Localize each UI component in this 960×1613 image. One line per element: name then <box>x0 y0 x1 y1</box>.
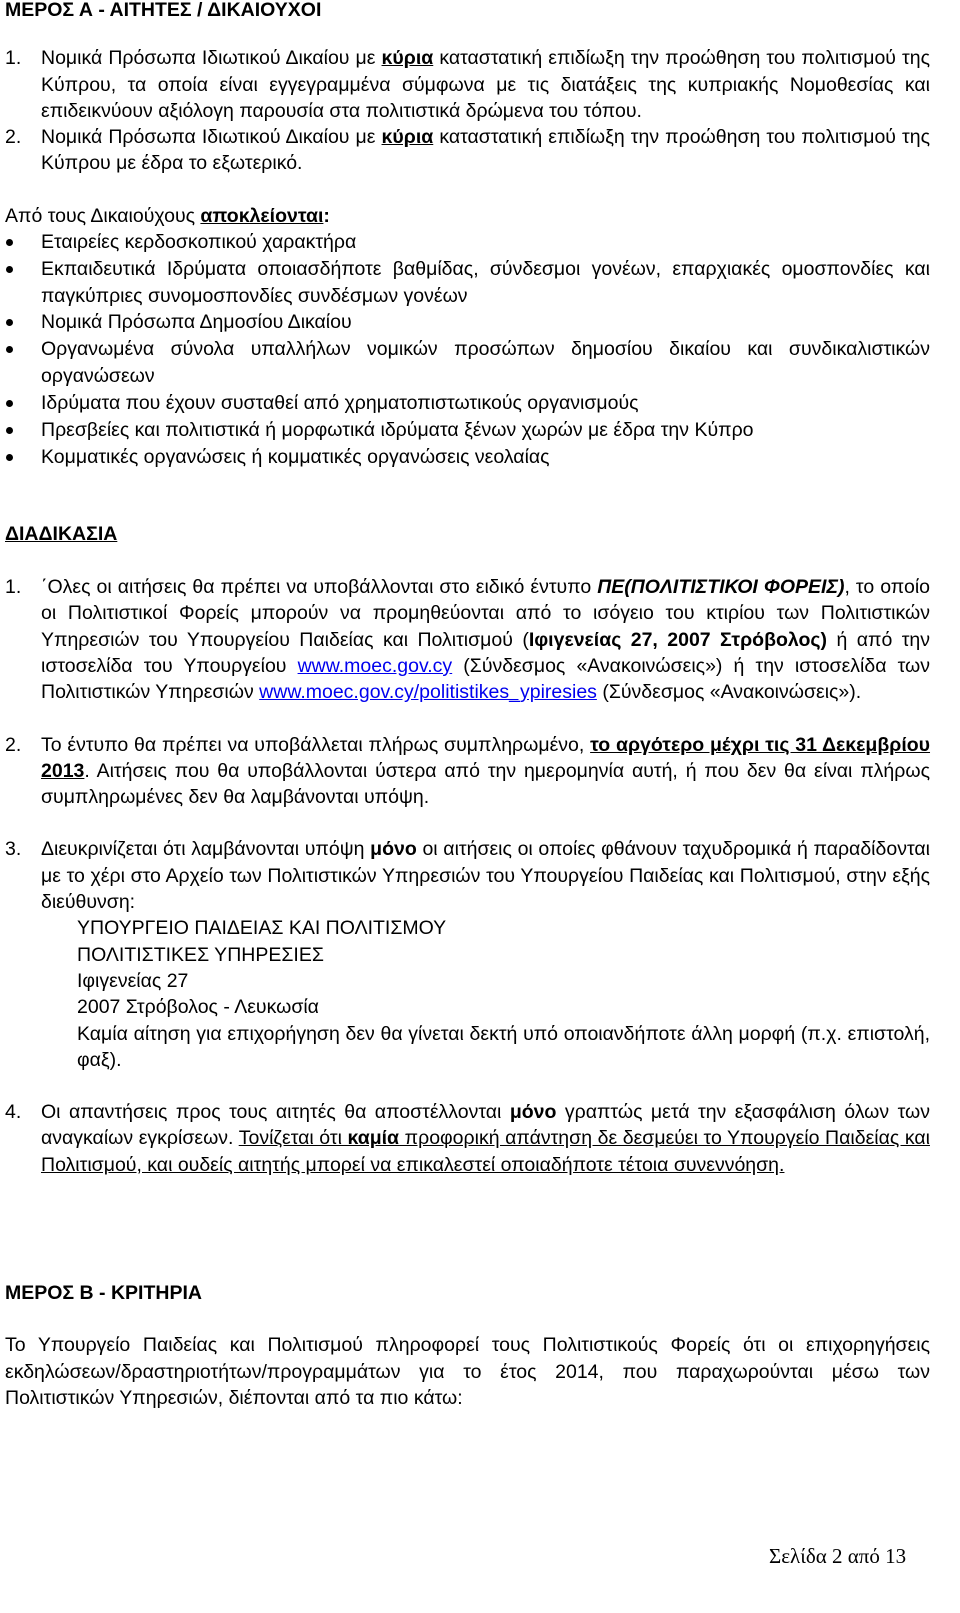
page-number: Σελίδα 2 από 13 <box>769 1544 907 1568</box>
excluded-list <box>5 229 930 471</box>
list-item: Πρεσβείες και πολιτιστικά ή μορφωτικά ιδρύματα ξένων χωρών με έδρα την Κύπρο <box>5 417 930 443</box>
bullet-icon <box>6 239 13 246</box>
document-page <box>5 0 930 1411</box>
bullet-icon <box>6 427 13 434</box>
list-item: Εταιρείες κερδοσκοπικού χαρακτήρα <box>5 229 930 255</box>
bullet-icon <box>6 266 13 273</box>
procedure-title: ΔΙΑΔΙΚΑΣΙΑ <box>5 522 118 545</box>
part-b-title: ΜΕΡΟΣ Β - ΚΡΙΤΗΡΙΑ <box>5 1281 202 1304</box>
mailing-address: ΥΠΟΥΡΓΕΙΟ ΠΑΙΔΕΙΑΣ ΚΑΙ ΠΟΛΙΤΙΣΜΟΥ ΠΟΛΙΤΙΣΤΙΚΕΣ ΥΠΗΡΕΣΙΕΣ Ιφιγενείας 27 2007 Στρόβολος - Λευκωσία Καμία αίτηση για επιχορήγηση δεν θα γίνεται δεκτή υπό οποιανδήποτε άλλη μορφή (π.χ. επιστολή, φαξ). <box>77 917 930 1071</box>
procedure-item-4: 4. Οι απαντήσεις προς τους αιτητές θα αποστέλλονται μόνο γραπτώς μετά την εξασφάλιση όλων των αναγκαίων εγκρίσεων. Τονίζεται ότι καμία προφορική απάντηση δε δεσμεύει το Υπουργείο Παιδείας και Πολιτισμού, και ουδείς αιτητής μπορεί να επικαλεστεί οποιαδήποτε τέτοια συνεννόηση. <box>5 1101 930 1176</box>
bullet-icon <box>6 319 13 326</box>
list-item: Νομικά Πρόσωπα Δημοσίου Δικαίου <box>5 309 930 335</box>
procedure-item-2: 2. Το έντυπο θα πρέπει να υποβάλλεται πλήρως συμπληρωμένο, το αργότερο μέχρι τις 31 Δεκεμβρίου 2013. Αιτήσεις που θα υποβάλλονται ύστερα από την ημερομηνία αυτή, ή που δεν θα είναι πλήρως συμπληρωμένες δεν θα λαμβάνονται υπόψη. <box>5 733 931 809</box>
bullet-icon <box>6 454 13 461</box>
list-item: 2. Νομικά Πρόσωπα Ιδιωτικού Δικαίου με κύρια καταστατική επιδίωξη την προώθηση του πολιτισμού της Κύπρου με έδρα το εξωτερικό. <box>5 126 930 175</box>
list-item: 1. Νομικά Πρόσωπα Ιδιωτικού Δικαίου με κύρια καταστατική επιδίωξη την προώθηση του πολιτισμού της Κύπρου, τα οποία είναι εγγεγραμμένα σύμφωνα με τις διατάξεις της κυπριακής Νομοθεσίας και επιδεικνύουν αξιόλογη παρουσία στα πολιτιστικά δρώμενα του τόπου. <box>5 47 930 122</box>
part-a-title: ΜΕΡΟΣ Α - ΑΙΤΗΤΕΣ / ΔΙΚΑΙΟΥΧΟΙ <box>5 0 322 21</box>
part-b-text: Το Υπουργείο Παιδείας και Πολιτισμού πληροφορεί τους Πολιτιστικούς Φορείς ότι οι επιχορηγήσεις εκδηλώσεων/δραστηριοτήτων/προγραμμάτων για το έτος 2014, που παραχωρούνται μέσω των Πολιτιστικών Υπηρεσιών, διέπονται από τα πιο κάτω: <box>5 1334 930 1409</box>
bullet-icon <box>6 346 13 353</box>
procedure-item-3: 3. Διευκρινίζεται ότι λαμβάνονται υπόψη μόνο οι αιτήσεις οι οποίες φθάνουν ταχυδρομικά ή παραδίδονται με το χέρι στο Αρχείο των Πολιτιστικών Υπηρεσιών του Υπουργείου Παιδείας και Πολιτισμού, στην εξής διεύθυνση: ΥΠΟΥΡΓΕΙΟ ΠΑΙΔΕΙΑΣ ΚΑΙ ΠΟΛΙΤΙΣΜΟΥ ΠΟΛΙΤΙΣΤΙΚΕΣ ΥΠΗΡΕΣΙΕΣ Ιφιγενείας 27 2007 Στρόβολος - Λευκωσία Καμία αίτηση για επιχορήγηση δεν θα γίνεται δεκτή υπό οποιανδήποτε άλλη μορφή (π.χ. επιστολή, φαξ). <box>5 836 930 1073</box>
excluded-intro: Από τους Δικαιούχους αποκλείονται: <box>5 204 330 227</box>
list-item: Ιδρύματα που έχουν συσταθεί από χρηματοπιστωτικούς οργανισμούς <box>5 390 930 416</box>
procedure-item-1: 1. ΄Ολες οι αιτήσεις θα πρέπει να υποβάλλονται στο ειδικό έντυπο ΠΕ(ΠΟΛΙΤΙΣΤΙΚΟΙ ΦΟΡΕΙΣ), το οποίο οι Πολιτιστικοί Φορείς μπορούν να προμηθεύονται από το ισόγειο του κτιρίου των Πολιτιστικών Υπηρεσιών του Υπουργείου Παιδείας και Πολιτισμού (Ιφιγενείας 27, 2007 Στρόβολος) ή από την ιστοσελίδα του Υπουργείου www.moec.gov.cy (Σύνδεσμος «Ανακοινώσεις») ή την ιστοσελίδα των Πολιτιστικών Υπηρεσιών www.moec.gov.cy/politistikes_ypiresies (Σύνδεσμος «Ανακοινώσεις»). <box>5 576 931 704</box>
list-item: Εκπαιδευτικά Ιδρύματα οποιασδήποτε βαθμίδας, σύνδεσμοι γονέων, επαρχιακές ομοσπονδίες και παγκύπριες συνομοσπονδίες συνδέσμων γονέων <box>5 256 930 309</box>
list-item: Οργανωμένα σύνολα υπαλλήλων νομικών προσώπων δημοσίου δικαίου και συνδικαλιστικών οργανώσεων <box>5 336 930 389</box>
moec-link[interactable]: www.moec.gov.cy <box>297 654 453 677</box>
list-item: Κομματικές οργανώσεις ή κομματικές οργανώσεις νεολαίας <box>5 444 930 470</box>
politistikes-link[interactable]: www.moec.gov.cy/politistikes_ypiresies <box>259 681 597 704</box>
bullet-icon <box>6 400 13 407</box>
